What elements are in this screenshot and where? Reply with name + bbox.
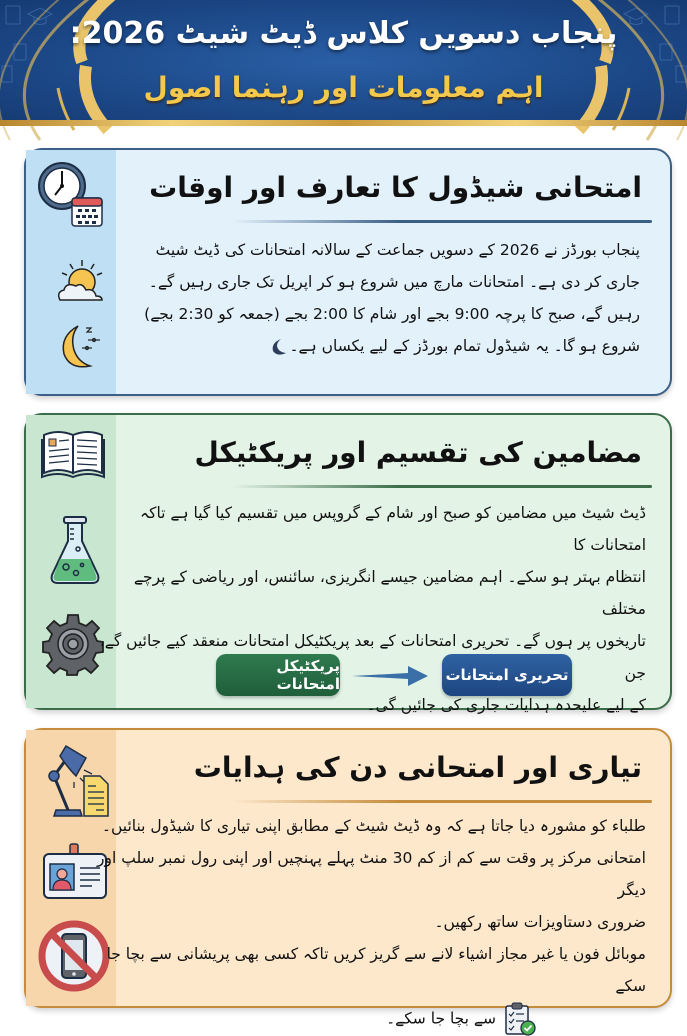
clock-calendar-icon xyxy=(36,160,106,230)
moon-stars-icon xyxy=(56,320,108,374)
body-line: ضروری دستاویزات ساتھ رکھیں۔ xyxy=(434,913,646,931)
header-banner xyxy=(0,0,687,124)
title-divider xyxy=(232,485,652,488)
section-title: تیاری اور امتحانی دن کی ہدایات xyxy=(193,751,642,784)
section-subjects xyxy=(24,413,672,714)
section-title: مضامین کی تقسیم اور پریکٹیکل xyxy=(194,436,642,469)
sun-cloud-icon xyxy=(54,258,110,306)
desk-lamp-document-icon xyxy=(40,740,110,818)
exam-flow-diagram xyxy=(216,654,572,698)
section-guidelines xyxy=(24,728,672,1028)
banner-subtitle: اہم معلومات اور رہنما اصول xyxy=(143,71,544,104)
body-line: انتظام بہتر ہو سکے۔ اہم مضامین جیسے انگریزی، سائنس، اور ریاضی کے پرچے مختلف xyxy=(133,568,646,618)
body-line: جاری کر دی ہے۔ امتحانات مارچ میں شروع ہو کر اپریل تک جاری رہیں گے۔ xyxy=(148,273,640,291)
section-body xyxy=(76,810,646,1036)
body-line: ڈیٹ شیٹ میں مضامین کو صبح اور شام کے گروپس میں تقسیم کیا گیا ہے تاکہ امتحانات کا xyxy=(140,504,646,554)
body-line-text: شروع ہو گا۔ یہ شیڈول تمام بورڈز کے لیے یکساں ہے۔ xyxy=(289,337,640,355)
open-book-icon xyxy=(40,427,106,479)
body-line xyxy=(76,1002,646,1036)
banner-gold-border xyxy=(0,120,687,126)
banner-title: پنجاب دسویں کلاس ڈیٹ شیٹ 2026: xyxy=(69,16,618,51)
body-line: امتحانی مرکز پر وقت سے کم از کم 30 منٹ پہلے پہنچیں اور اپنی رول نمبر سلپ اور دیگر xyxy=(97,849,646,899)
section-body xyxy=(110,234,640,362)
body-line: کے لیے علیحدہ ہدایات جاری کی جائیں گی۔ xyxy=(366,696,646,714)
body-line: پنجاب بورڈز نے 2026 کے دسویں جماعت کے سالانہ امتحانات کی ڈیٹ شیٹ xyxy=(155,241,640,259)
checklist-icon xyxy=(502,1002,536,1036)
body-line: رہیں گے، صبح کا پرچہ 9:00 بجے اور شام کا 2:00 بجے (جمعہ کو 2:30 بجے) xyxy=(144,305,640,323)
section-title: امتحانی شیڈول کا تعارف اور اوقات xyxy=(149,171,642,204)
body-line-text: سے بچا جا سکے۔ xyxy=(386,1009,496,1028)
written-exams-badge: تحریری امتحانات xyxy=(442,654,572,696)
body-line: موبائل فون یا غیر مجاز اشیاء لانے سے گریز کریں تاکہ کسی بھی پریشانی سے بچا جا سکے xyxy=(106,945,646,995)
body-line: تاریخوں پر ہوں گے۔ تحریری امتحانات کے بعد پریکٹیکل امتحانات منعقد کیے جائیں گے، جن xyxy=(99,632,646,682)
body-line: طلباء کو مشورہ دیا جاتا ہے کہ وہ ڈیٹ شیٹ کے مطابق اپنی تیاری کا شیڈول بنائیں۔ xyxy=(101,817,646,835)
arrow-right-icon xyxy=(350,664,430,688)
practical-exams-badge: پریکٹیکل امتحانات xyxy=(216,654,340,696)
title-divider xyxy=(232,800,652,803)
section-schedule xyxy=(24,148,672,396)
crescent-moon-icon xyxy=(269,337,289,357)
title-divider xyxy=(232,220,652,223)
body-line xyxy=(110,330,640,362)
